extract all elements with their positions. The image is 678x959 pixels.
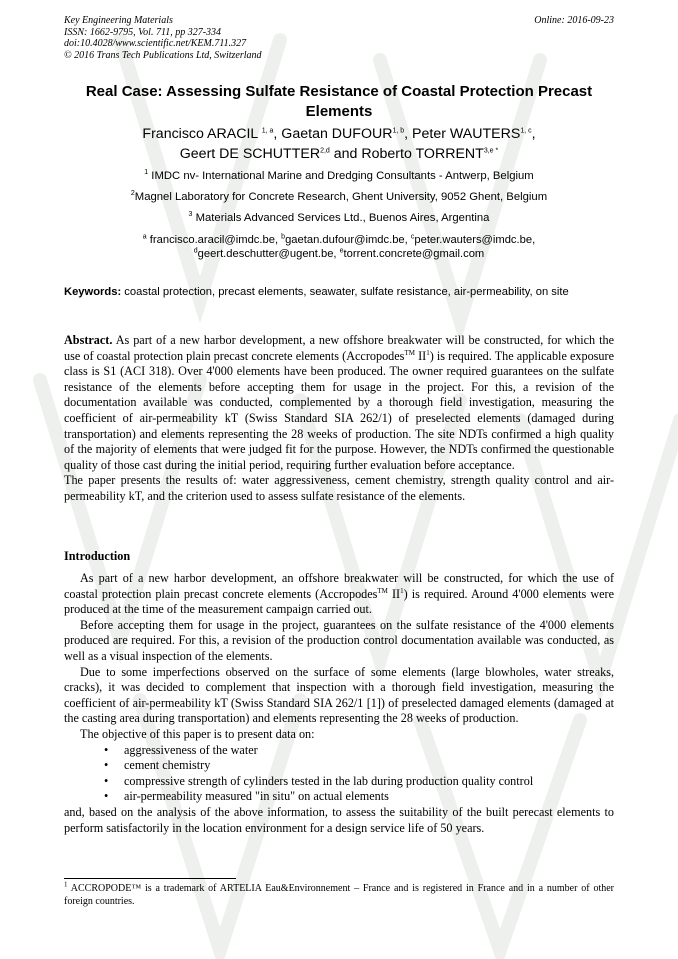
journal-name: Key Engineering Materials (64, 15, 173, 26)
introduction-body (64, 571, 614, 836)
email-sup: b (281, 233, 286, 241)
email-link[interactable]: peter.wauters@imdc.be, (414, 234, 536, 246)
intro-paragraph-5: and, based on the analysis of the above information, to assess the suitability of the built perecast elements to perform satisfactorily in the location environment for a design service life of 50 years. (64, 804, 614, 835)
author-sup: 1, b (392, 127, 405, 135)
title-line-1: Real Case: Assessing Sulfate Resistance of Coastal Protection Precast (85, 83, 593, 100)
email-line-2 (40, 247, 638, 261)
list-item: • compressive strength of cylinders tested in the lab during production quality control (124, 774, 614, 790)
intro-paragraph-1 (64, 571, 614, 618)
affiliation-text: Materials Advanced Services Ltd., Buenos Aires, Argentina (192, 212, 490, 224)
affiliation-text: IMDC nv- International Marine and Dredging Consultants - Antwerp, Belgium (148, 170, 534, 182)
email-sup: d (193, 247, 198, 255)
email-link[interactable]: francisco.aracil@imdc.be, (146, 234, 282, 246)
intro-paragraph-4: The objective of this paper is to present data on: (80, 726, 315, 741)
author-sup: 1, c (520, 127, 532, 135)
intro-text: As part of a new harbor development, an offshore breakwater will be constructed, for which the use of coastal protection plain precast concrete elements (Accropodes (64, 571, 614, 601)
footnote-ref[interactable]: 1 (426, 348, 430, 357)
abstract (64, 333, 614, 505)
list-item: • air-permeability measured "in situ" on actual elements (124, 789, 614, 805)
affiliation-sup: 2 (130, 190, 135, 198)
author-sup: 3,e * (483, 147, 499, 155)
author-name: , Peter WAUTERS (404, 126, 521, 142)
affiliation-1 (40, 169, 638, 183)
list-item: • cement chemistry (124, 758, 614, 774)
abstract-label: Abstract. (64, 333, 113, 347)
abstract-text: As part of a new harbor development, a new offshore breakwater will be constructed, for which the use of coastal protection plain precast concrete elements (Accropodes (64, 333, 614, 363)
keywords (64, 285, 616, 299)
title-line-2: Elements (305, 102, 373, 120)
footnote-number: 1 (64, 880, 68, 889)
author-line-1 (60, 124, 618, 144)
affiliation-sup: 3 (188, 211, 193, 219)
keywords-label: Keywords: (64, 286, 122, 298)
email-sup: e (339, 247, 344, 255)
footnote-text: ACCROPODE™ is a trademark of ARTELIA Eau&Environnement – France and is registered in France and in a number of other foreign countries. (64, 883, 614, 907)
email-link[interactable]: geert.deschutter@ugent.be, (197, 248, 340, 260)
affiliation-2 (40, 190, 638, 204)
author-name: , Gaetan DUFOUR (273, 126, 393, 142)
abstract-paragraph-1 (64, 333, 614, 473)
trademark-sup: TM (404, 348, 415, 357)
journal-header (64, 15, 262, 61)
author-list (60, 124, 618, 164)
abstract-text: ) is required. The applicable exposure class is S1 (ACI 318). Over 4'000 elements have been produced. The owner required guarantees on the sulfate resistance of the elements before accepting them for usage in the project. For this, a revision of the documentation available was conducted, complemented by a thorough field investigation, measuring the coefficient of air-permeability kT (Swiss Standard SIA 262/1) of preselected elements (damaged during transportation) and elements representing the 28 weeks of production. The site NDTs confirmed a high quality of the majority of elements that were judged fit for the purpose. However, the NDTs confirmed the questionable quality of those cast during the initial period, requiring further evaluation before acceptance. (64, 348, 614, 472)
author-name: and Roberto TORRENT (329, 146, 484, 162)
intro-paragraph-2: Before accepting them for usage in the project, guarantees on the sulfate resistance of the 4'000 elements produced are required. For this, a revision of the production control documentation available was conducted, as well as a visual inspection of the elements. (64, 617, 614, 663)
intro-paragraph-3: Due to some imperfections observed on the surface of some elements (large blowholes, water streaks, cracks), it was decided to complement that inspection with a thorough field investigation, measuring the coefficient of air-permeability kT (Swiss Standard SIA 262/1 [1]) of preselected damaged elements (damaged at the casting area during transportation) and elements representing the 28 weeks of production. (64, 664, 614, 726)
abstract-text: II (414, 348, 427, 363)
list-item: • aggressiveness of the water (124, 743, 614, 759)
author-name: Geert DE SCHUTTER (179, 146, 321, 162)
email-sup: c (410, 233, 415, 241)
footnote (64, 880, 614, 908)
paper-title (60, 82, 618, 121)
keywords-text: coastal protection, precast elements, seawater, sulfate resistance, air-permeability, on site (121, 286, 569, 298)
email-link[interactable]: gaetan.dufour@imdc.be, (285, 234, 411, 246)
email-line-1 (40, 233, 638, 247)
copyright-line: © 2016 Trans Tech Publications Ltd, Switzerland (64, 49, 262, 61)
affiliation-text: Magnel Laboratory for Concrete Research, Ghent University, 9052 Ghent, Belgium (134, 191, 548, 203)
abstract-paragraph-2: The paper presents the results of: water aggressiveness, cement chemistry, strength quality control and air-permeability kT, and the criterion used to assess sulfate resistance of the elements. (64, 473, 614, 503)
affiliation-3 (40, 211, 638, 225)
author-sup: 1, a (261, 127, 274, 135)
trademark-sup: TM (377, 586, 388, 595)
issn-line: ISSN: 1662-9795, Vol. 711, pp 327-334 (64, 26, 222, 38)
intro-text: II (387, 586, 401, 601)
objectives-list (64, 743, 614, 805)
author-sup: 2,d (320, 147, 330, 155)
footnote-divider (64, 878, 236, 879)
affiliation-sup: 1 (144, 169, 149, 177)
intro-text: ) is required. Around 4'000 elements were produced at the time of the measurement campaign carried out. (64, 586, 615, 617)
section-heading-introduction: Introduction (64, 549, 131, 563)
email-sup: a (142, 233, 147, 241)
email-link[interactable]: torrent.concrete@gmail.com (343, 248, 485, 260)
online-date: Online: 2016-09-23 (534, 15, 614, 26)
author-name: Francisco ARACIL (142, 126, 262, 142)
doi-line: doi:10.4028/www.scientific.net/KEM.711.327 (64, 38, 247, 50)
footnote-ref[interactable]: 1 (400, 586, 404, 595)
author-sep: , (531, 126, 536, 142)
author-line-2 (60, 144, 618, 164)
author-emails (40, 233, 638, 261)
